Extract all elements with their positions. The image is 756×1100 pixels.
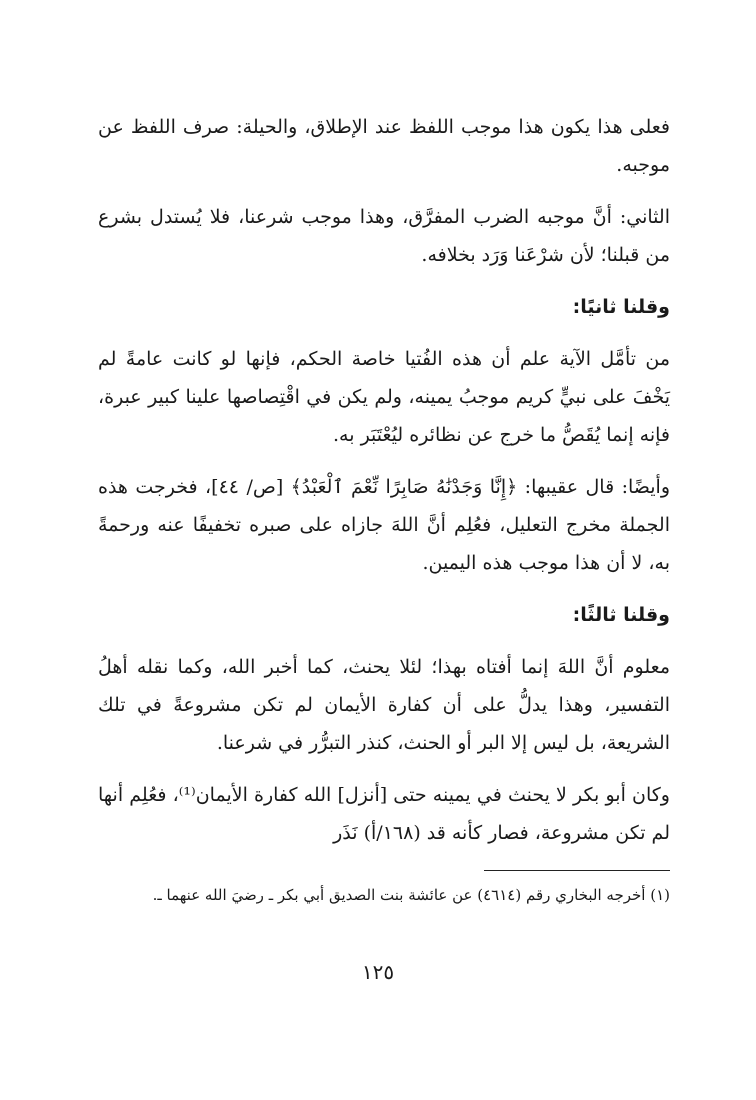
- section-heading: وقلنا ثالثًا:: [572, 604, 670, 626]
- paragraph: فعلى هذا يكون هذا موجب اللفظ عند الإطلاق، والحيلة: صرف اللفظ عن موجبه.: [98, 116, 670, 176]
- paragraph: الثاني: أنَّ موجبه الضرب المفرَّق، وهذا موجب شرعنا، فلا يُستدل بشرع من قبلنا؛ لأن شرْعَنا وَرَد بخلافه.: [98, 206, 670, 266]
- section-heading: وقلنا ثانيًا:: [572, 296, 670, 318]
- paragraph: وكان أبو بكر لا يحنث في يمينه حتى [أنزل] الله كفارة الأيمان⁽¹⁾، فعُلِم أنها لم تكن مشروعة، فصار كأنه قد (١٦٨/أ) نَذَر: [98, 784, 670, 844]
- footnote: (١) أخرجه البخاري رقم (٤٦١٤) عن عائشة بنت الصديق أبي بكر ـ رضيَ الله عنهما ـ.: [152, 886, 670, 904]
- footnote-separator: [484, 870, 670, 871]
- paragraph: معلوم أنَّ اللهَ إنما أفتاه بهذا؛ لئلا يحنث، كما أخبر الله، وكما نقله أهلُ التفسير، وهذا يدلُّ على أن كفارة الأيمان لم تكن مشروعةً في تلك الشريعة، بل ليس إلا البر أو الحنث، كنذر التبرُّر في شرعنا.: [98, 656, 670, 754]
- page-number: ١٢٥: [361, 960, 395, 984]
- main-text: [98, 108, 670, 866]
- footnotes: [98, 880, 670, 910]
- paragraph: وأيضًا: قال عقيبها: ﴿إِنَّا وَجَدْنَٰهُ صَابِرًا نِّعْمَ ٱلْعَبْدُ﴾ [ص/ ٤٤]، فخرجت هذه الجملة مخرج التعليل، فعُلِم أنَّ اللهَ جازاه على صبره تخفيفًا عنه ورحمةً به، لا أن هذا موجب هذه اليمين.: [98, 476, 670, 574]
- paragraph: من تأمَّل الآية علم أن هذه الفُتيا خاصة الحكم، فإنها لو كانت عامةً لم يَخْفَ على نبيٍّ كريم موجبُ يمينه، ولم يكن في اقْتِصاصها علينا كبير عبرة، فإنه إنما يُقَصُّ ما خرج عن نظائره ليُعْتَبَر به.: [98, 348, 670, 446]
